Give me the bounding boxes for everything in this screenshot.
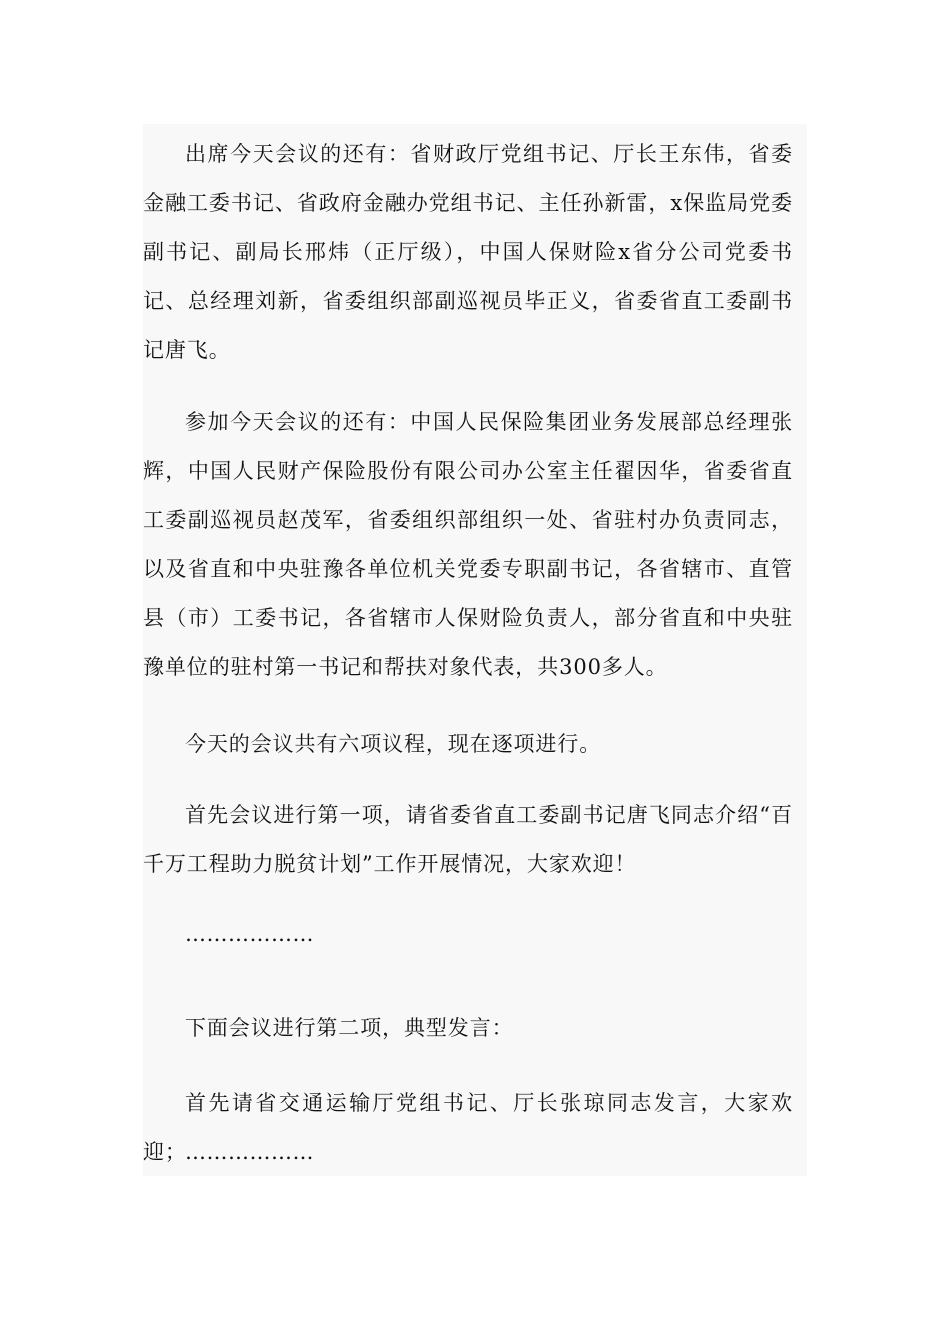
paragraph-agenda: 今天的会议共有六项议程，现在逐项进行。 <box>185 732 602 756</box>
ellipsis-separator: ……………… <box>185 922 314 946</box>
paragraph-first-speaker: 首先请省交通运输厅党组书记、厅长张琼同志发言，大家欢迎； <box>143 1091 793 1164</box>
ellipsis-separator: ……………… <box>185 1140 314 1164</box>
paragraph-item-two: 下面会议进行第二项，典型发言： <box>185 1016 514 1040</box>
paragraph-item-one: 首先会议进行第一项，请省委省直工委副书记唐飞同志介绍“百千万工程助力脱贫计划”工作开展情况，大家欢迎！ <box>143 803 793 876</box>
paragraph-attendees: 出席今天会议的还有：省财政厅党组书记、厅长王东伟，省委金融工委书记、省政府金融办党组书记、主任孙新雷，x保监局党委副书记、副局长邢炜（正厅级），中国人保财险x省分公司党委书记、总经理刘新，省委组织部副巡视员毕正义，省委省直工委副书记唐飞。 <box>143 142 793 362</box>
paragraph-participants: 参加今天会议的还有：中国人民保险集团业务发展部总经理张辉，中国人民财产保险股份有限公司办公室主任翟因华，省委省直工委副巡视员赵茂军，省委组织部组织一处、省驻村办负责同志，以及省直和中央驻豫各单位机关党委专职副书记，各省辖市、直管县（市）工委书记，各省辖市人保财险负责人，部分省直和中央驻豫单位的驻村第一书记和帮扶对象代表，共300多人。 <box>143 410 793 679</box>
